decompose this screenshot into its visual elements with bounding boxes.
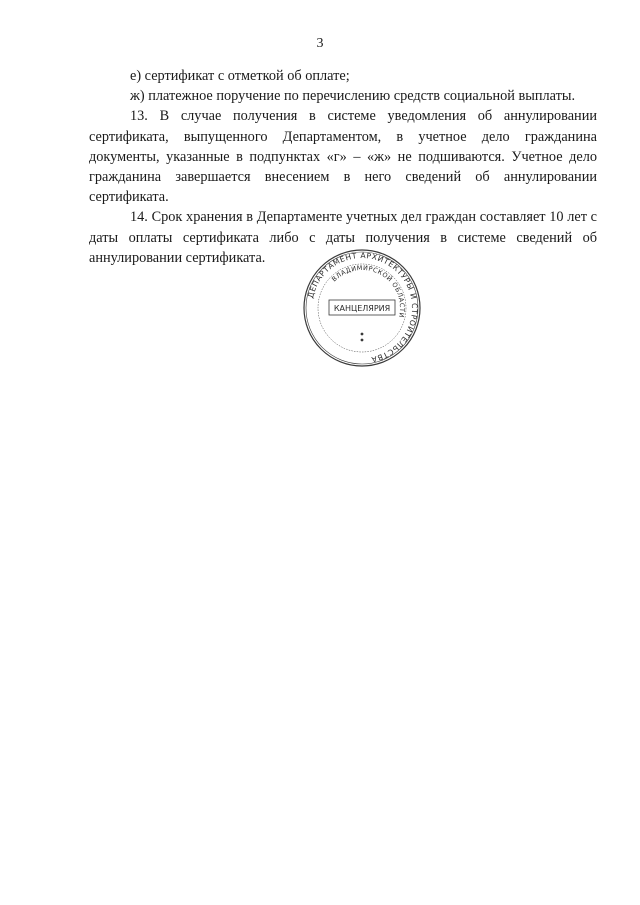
body-text bbox=[89, 66, 597, 268]
page-number: 3 bbox=[316, 36, 324, 51]
svg-text:ВЛАДИМИРСКОЙ ОБЛАСТИ: ВЛАДИМИРСКОЙ ОБЛАСТИ bbox=[330, 263, 407, 319]
paragraph-item-e: е) сертификат с отметкой об оплате; bbox=[130, 68, 350, 84]
paragraph-item-zh: ж) платежное поручение по перечислению средств социальной выплаты. bbox=[130, 88, 576, 105]
stamp-seal-icon bbox=[302, 248, 422, 368]
office-stamp bbox=[302, 248, 422, 368]
svg-text:КАНЦЕЛЯРИЯ: КАНЦЕЛЯРИЯ bbox=[333, 304, 391, 313]
paragraph-13: 13. В случае получения в системе уведомления об аннулировании сертификата, выпущенного Департаментом, в учетное дело гражданина документы, указанные в подпунктах «г» – «ж» не подшиваются. Учетное дело гражданина завершается внесением в него сведений об аннулировании сертификата. bbox=[89, 108, 597, 206]
paragraph-14: 14. Срок хранения в Департаменте учетных дел граждан составляет 10 лет с даты оплаты сертификата либо с даты получения в системе сведений об аннулировании сертификата. bbox=[89, 209, 597, 266]
svg-text:ДЕПАРТАМЕНТ АРХИТЕКТУРЫ И СТРО: ДЕПАРТАМЕНТ АРХИТЕКТУРЫ И СТРОИТЕЛЬСТВА bbox=[305, 250, 420, 365]
